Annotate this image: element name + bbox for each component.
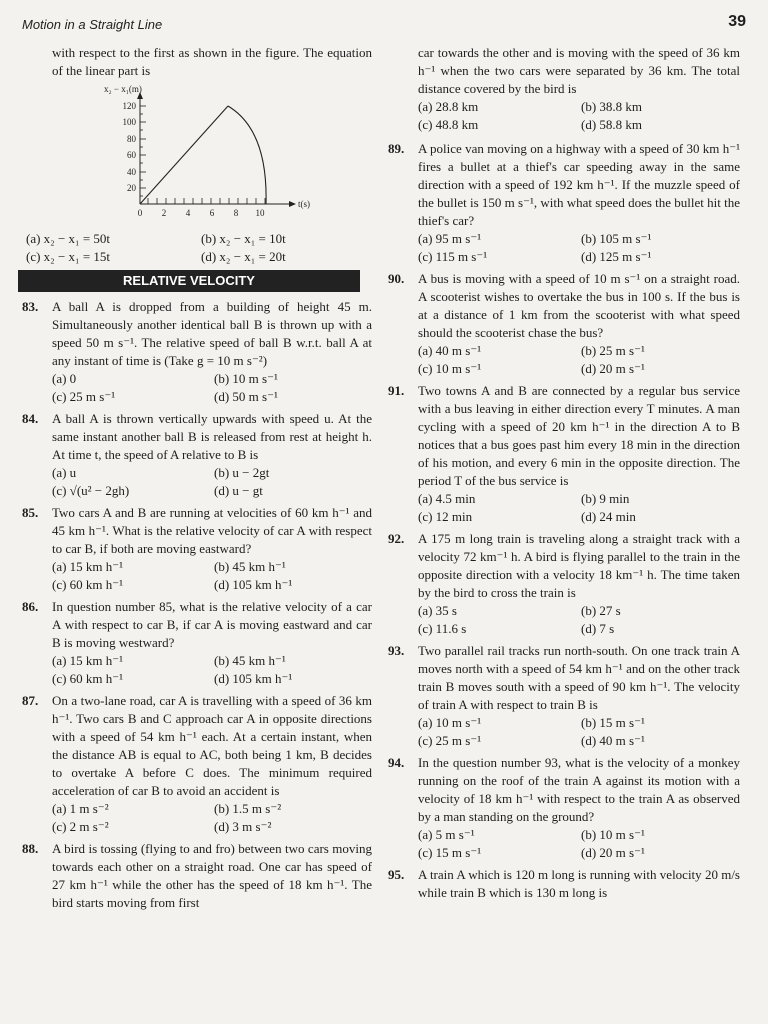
option[interactable]: (c) 2 m s⁻² (52, 819, 109, 834)
y-tick-80: 80 (127, 134, 136, 144)
option[interactable]: (c) 115 m s⁻¹ (418, 249, 488, 264)
options (418, 714, 740, 750)
distance-time-graph (82, 82, 332, 228)
option[interactable]: (a) 0 (52, 371, 77, 386)
question-text: In the question number 93, what is the velocity of a monkey running on the roof of the train A against its motion with a velocity of 18 km h⁻¹ with respect to the train A as observed by a man standing on the ground? (418, 755, 740, 824)
option[interactable]: (c) 25 m s⁻¹ (418, 733, 482, 748)
right-column (388, 44, 740, 906)
question-text: Two cars A and B are running at velocities of 60 km h⁻¹ and 45 km h⁻¹. What is the relative velocity of car A with respect to car B, if both are moving eastward? (52, 505, 372, 556)
question-number: 92. (388, 531, 405, 546)
option[interactable]: (d) 24 min (581, 509, 636, 524)
option[interactable]: (b) 15 m s⁻¹ (581, 715, 645, 730)
y-tick-100: 100 (122, 117, 136, 127)
option[interactable]: (d) 7 s (581, 621, 615, 636)
graph-curved-part (228, 106, 266, 204)
question-number: 88. (22, 841, 39, 856)
x-tick-0: 0 (137, 208, 143, 218)
question-number: 89. (388, 141, 405, 156)
question-text: In question number 85, what is the relative velocity of a car A with respect to car B, if car A is moving eastward and car B is moving westward? (52, 599, 372, 650)
option[interactable]: (b) 10 m s⁻¹ (214, 371, 278, 386)
question-text: A bird is tossing (flying to and fro) between two cars moving towards each other on a straight road. One car has speed of 27 km h⁻¹ while the other has the speed of 18 km h⁻¹. The bird starts moving from first (52, 841, 372, 910)
option[interactable]: (b) 9 min (581, 491, 630, 506)
question-number: 90. (388, 271, 405, 286)
question-87 (22, 692, 372, 836)
option[interactable]: (c) 15 m s⁻¹ (418, 845, 482, 860)
option[interactable]: (b) 45 km h⁻¹ (214, 559, 286, 574)
question-93 (388, 642, 740, 750)
options (52, 370, 372, 406)
question-86 (22, 598, 372, 688)
question-text: A ball A is thrown vertically upwards with speed u. At the same instant another ball B is released from rest at height h. At time t, the speed of A relative to B is (52, 411, 372, 462)
option[interactable]: (d) 50 m s⁻¹ (214, 389, 278, 404)
y-tick-60: 60 (127, 150, 136, 160)
question-94 (388, 754, 740, 862)
left-column (22, 44, 372, 916)
option[interactable]: (c) 48.8 km (418, 117, 479, 132)
option[interactable]: (d) u − gt (214, 483, 263, 498)
option[interactable]: (b) x₂ − x₁ = 10t (201, 231, 286, 246)
question-text: A police van moving on a highway with a speed of 30 km h⁻¹ fires a bullet at a thief's car speeding away in the same direction with a speed of 192 km h⁻¹. If the muzzle speed of the bullet is 150 m s⁻¹, with what speed does the bullet hit the thief's car? (418, 141, 740, 228)
options (418, 230, 740, 266)
question-text: A 175 m long train is traveling along a straight track with a velocity 72 km⁻¹ h. A bird is flying parallel to the train in the opposite direction with a velocity 18 km⁻¹ h. The time taken by the bird to cross the train is (418, 531, 740, 600)
question-number: 86. (22, 599, 39, 614)
option[interactable]: (c) 60 km h⁻¹ (52, 671, 124, 686)
option[interactable]: (d) 105 km h⁻¹ (214, 671, 293, 686)
option[interactable]: (d) 125 m s⁻¹ (581, 249, 652, 264)
question-number: 87. (22, 693, 39, 708)
question-number: 85. (22, 505, 39, 520)
intro-text: with respect to the first as shown in the figure. The equation of the linear part is (52, 45, 372, 78)
y-tick-40: 40 (127, 167, 136, 177)
option[interactable]: (c) √(u² − 2gh) (52, 483, 130, 498)
question-number: 91. (388, 383, 405, 398)
x-tick-8: 8 (233, 208, 239, 218)
option[interactable]: (a) x₂ − x₁ = 50t (26, 231, 111, 246)
option[interactable]: (a) 15 km h⁻¹ (52, 559, 124, 574)
option[interactable]: (d) 105 km h⁻¹ (214, 577, 293, 592)
x-tick-10: 10 (255, 208, 265, 218)
option[interactable]: (a) 40 m s⁻¹ (418, 343, 482, 358)
x-tick-4: 4 (185, 208, 191, 218)
section-heading: RELATIVE VELOCITY (18, 270, 360, 292)
x-tick-6: 6 (209, 208, 215, 218)
question-83 (22, 298, 372, 406)
option[interactable]: (a) 95 m s⁻¹ (418, 231, 482, 246)
question-number: 95. (388, 867, 405, 882)
option[interactable]: (c) 12 min (418, 509, 473, 524)
question-95 (388, 866, 740, 902)
question-number: 94. (388, 755, 405, 770)
y-tick-120: 120 (122, 101, 136, 111)
option[interactable]: (c) 10 m s⁻¹ (418, 361, 482, 376)
option[interactable]: (b) 25 m s⁻¹ (581, 343, 645, 358)
option[interactable]: (c) 25 m s⁻¹ (52, 389, 116, 404)
question-text: A train A which is 120 m long is running with velocity 20 m/s while train B which is 130 m long is (418, 867, 740, 900)
option[interactable]: (b) 10 m s⁻¹ (581, 827, 645, 842)
question-text: Two towns A and B are connected by a regular bus service with a bus leaving in either direction every T minutes. A man cycling with a speed of 20 km h⁻¹ in the direction A to B notices that a bus goes past him every 18 min in the direction of his motion, and every 6 min in the opposite direction. The period T of the bus service is (418, 383, 740, 488)
page-number: 39 (728, 13, 746, 30)
option[interactable]: (c) x₂ − x₁ = 15t (26, 249, 111, 264)
option[interactable]: (d) 20 m s⁻¹ (581, 845, 645, 860)
question-number: 93. (388, 643, 405, 658)
graph-svg (82, 82, 332, 228)
option[interactable]: (a) u (52, 465, 77, 480)
option[interactable]: (d) x₂ − x₁ = 20t (201, 249, 286, 264)
option[interactable]: (c) 60 km h⁻¹ (52, 577, 124, 592)
graph-x-label: t(s) (298, 199, 310, 209)
question-88 (22, 840, 372, 912)
question-number: 83. (22, 299, 39, 314)
question-92 (388, 530, 740, 638)
option[interactable]: (a) 15 km h⁻¹ (52, 653, 124, 668)
options (52, 558, 372, 594)
question-85 (22, 504, 372, 594)
question-text: A bus is moving with a speed of 10 m s⁻¹ on a straight road. A scooterist wishes to overtake the bus in 100 s. If the bus is at a distance of 1 km from the scooterist with what speed should the scooterist chase the bus? (418, 271, 740, 340)
option[interactable]: (d) 20 m s⁻¹ (581, 361, 645, 376)
option[interactable]: (b) 105 m s⁻¹ (581, 231, 652, 246)
intro-options (22, 230, 372, 266)
option[interactable]: (d) 40 m s⁻¹ (581, 733, 645, 748)
question-90 (388, 270, 740, 378)
question-89 (388, 140, 740, 266)
option[interactable]: (a) 28.8 km (418, 99, 479, 114)
option[interactable]: (b) 45 km h⁻¹ (214, 653, 286, 668)
graph-y-label: x₂ − x₁(m) (104, 84, 142, 94)
options (52, 800, 372, 836)
option[interactable]: (d) 3 m s⁻² (214, 819, 272, 834)
option[interactable]: (c) 11.6 s (418, 621, 467, 636)
option[interactable]: (b) 38.8 km (581, 99, 643, 114)
question-84 (22, 410, 372, 500)
question-91 (388, 382, 740, 526)
question-text: car towards the other and is moving with the speed of 36 km h⁻¹ when the two cars were separated by 36 km. The total distance covered by the bird is (418, 45, 740, 96)
options (418, 826, 740, 862)
option[interactable]: (a) 4.5 min (418, 491, 476, 506)
x-tick-2: 2 (161, 208, 167, 218)
options (418, 98, 740, 134)
chapter-title: Motion in a Straight Line (22, 17, 163, 32)
option[interactable]: (b) u − 2gt (214, 465, 270, 480)
question-88-continuation (388, 44, 740, 134)
options (52, 652, 372, 688)
option[interactable]: (d) 58.8 km (581, 117, 643, 132)
question-text: A ball A is dropped from a building of height 45 m. Simultaneously another identical ball B is thrown up with a speed 50 m s⁻¹. The relative speed of ball B w.r.t. ball A at any instant of time is (Take g = 10 m s⁻²) (52, 299, 372, 368)
question-text: Two parallel rail tracks run north-south. On one track train A moves north with a speed of 54 km h⁻¹ and on the other track train B moves south with a speed of 90 km h⁻¹. The velocity of train A with respect to train B is (418, 643, 740, 712)
graph-linear-part (140, 106, 228, 204)
question-number: 84. (22, 411, 39, 426)
option[interactable]: (a) 5 m s⁻¹ (418, 827, 475, 842)
options (418, 602, 740, 638)
option[interactable]: (b) 27 s (581, 603, 621, 618)
options (418, 490, 740, 526)
option[interactable]: (a) 1 m s⁻² (52, 801, 109, 816)
y-tick-20: 20 (127, 183, 136, 193)
option[interactable]: (a) 35 s (418, 603, 457, 618)
question-text: On a two-lane road, car A is travelling with a speed of 36 km h⁻¹. Two cars B and C approach car A in opposite directions with a speed of 54 km h⁻¹ each. At a certain instant, when the distance AB is equal to AC, both being 1 km, B decides to overtake A before C does. The minimum required acceleration of car B to avoid an accident is (52, 693, 372, 798)
options (52, 464, 372, 500)
option[interactable]: (b) 1.5 m s⁻² (214, 801, 282, 816)
option[interactable]: (a) 10 m s⁻¹ (418, 715, 482, 730)
options (418, 342, 740, 378)
